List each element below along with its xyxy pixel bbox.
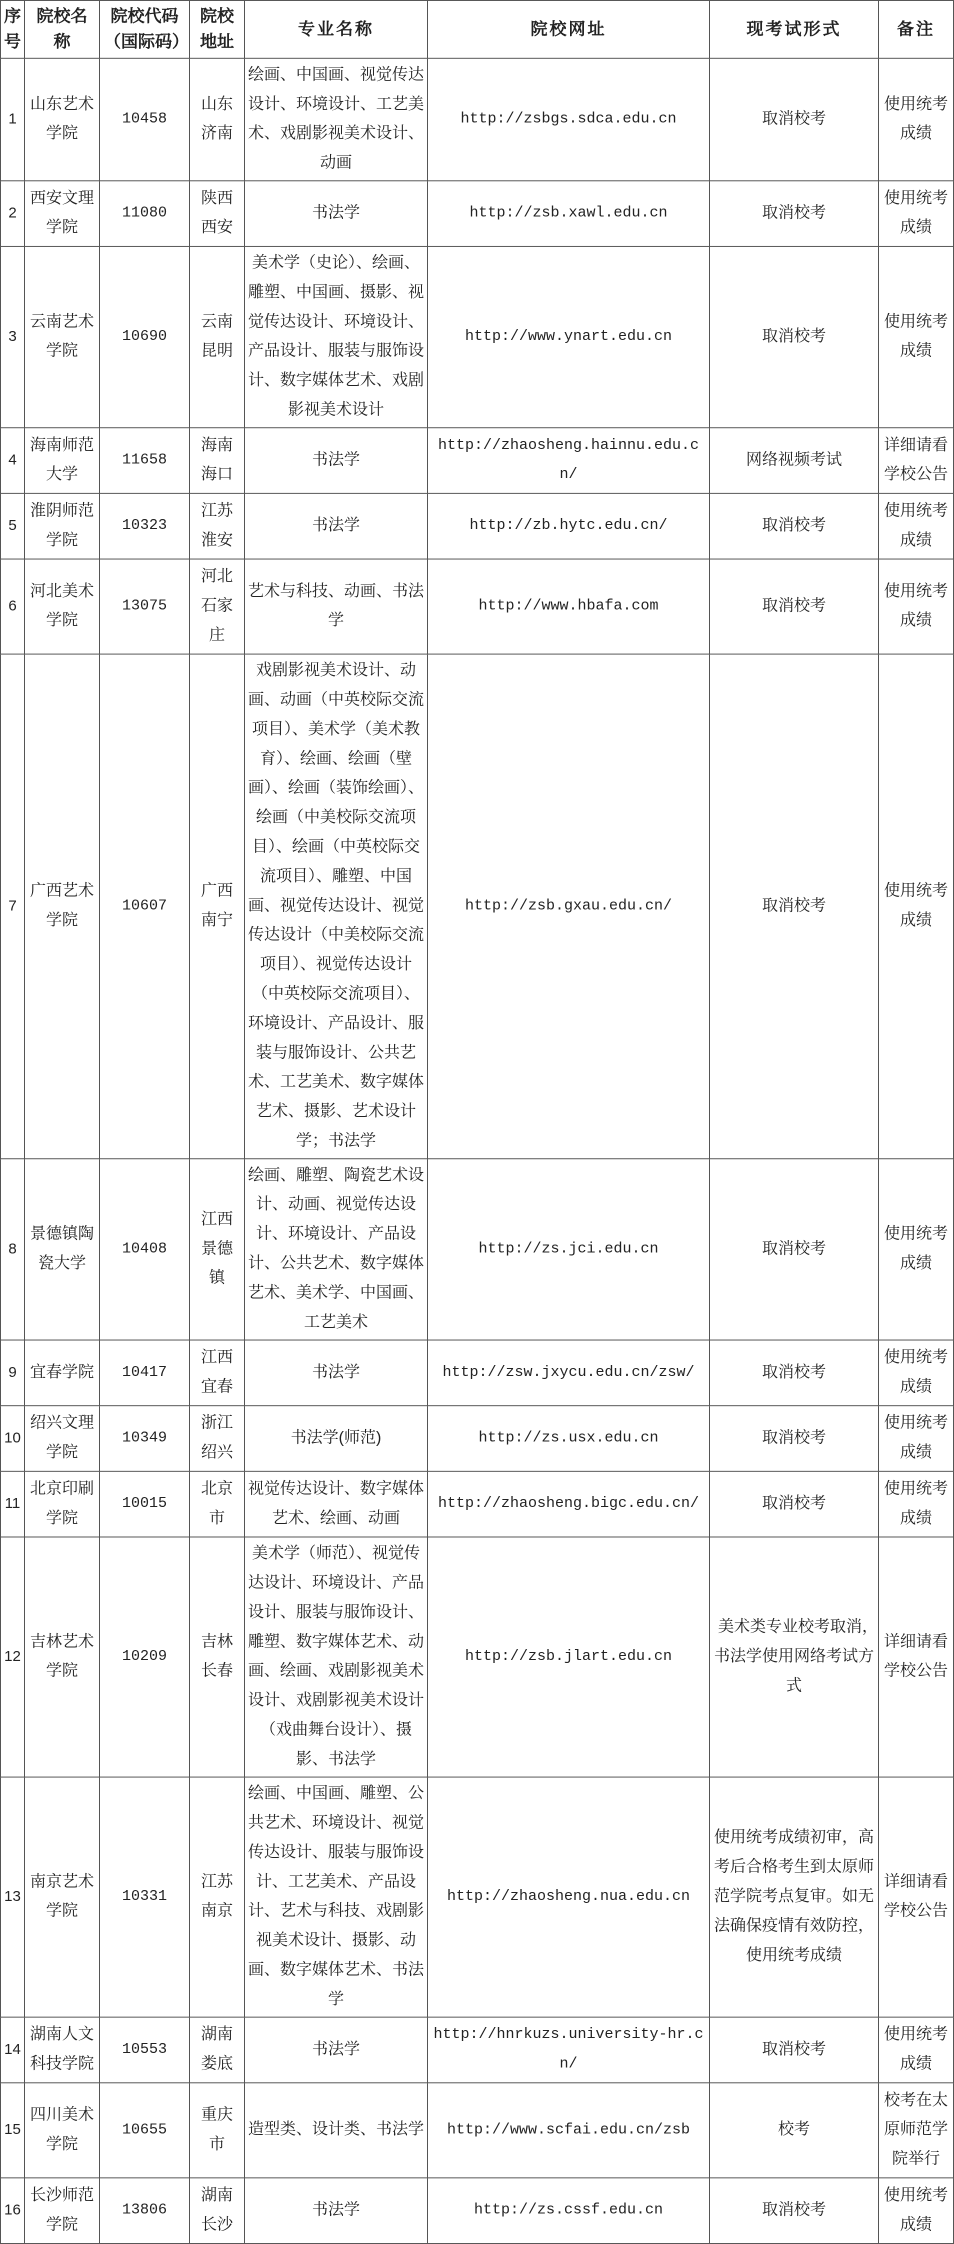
cell-school-name: 河北美术学院 (25, 559, 100, 654)
cell-location: 江西景德镇 (190, 1159, 245, 1340)
cell-location: 湖南娄底 (190, 2017, 245, 2083)
table-row (1, 1777, 954, 2017)
cell-majors: 艺术与科技、动画、书法学 (245, 559, 428, 654)
cell-school-name: 宜春学院 (25, 1340, 100, 1406)
cell-school-name: 景德镇陶瓷大学 (25, 1159, 100, 1340)
cell-code: 13806 (100, 2178, 190, 2244)
cell-location: 广西南宁 (190, 654, 245, 1159)
cell-location: 海南海口 (190, 428, 245, 494)
cell-location: 河北石家庄 (190, 559, 245, 654)
cell-website: http://hnrkuzs.university-hr.cn/ (428, 2017, 710, 2083)
cell-website: http://zsb.xawl.edu.cn (428, 181, 710, 247)
cell-exam-format: 取消校考 (710, 559, 879, 654)
cell-exam-format: 校考 (710, 2083, 879, 2178)
cell-exam-format: 取消校考 (710, 1406, 879, 1472)
cell-code: 10331 (100, 1777, 190, 2017)
header-seq: 序号 (1, 0, 25, 58)
cell-location: 湖南长沙 (190, 2178, 245, 2244)
cell-school-name: 云南艺术学院 (25, 246, 100, 427)
cell-exam-format: 取消校考 (710, 1471, 879, 1537)
cell-website: http://zhaosheng.nua.edu.cn (428, 1777, 710, 2017)
cell-website: http://zs.jci.edu.cn (428, 1159, 710, 1340)
cell-exam-format: 取消校考 (710, 654, 879, 1159)
cell-website: http://zs.cssf.edu.cn (428, 2178, 710, 2244)
header-exam-format: 现考试形式 (710, 0, 879, 58)
header-remark: 备注 (879, 0, 954, 58)
table-body (1, 58, 954, 2243)
cell-seq: 5 (1, 493, 25, 559)
cell-seq: 16 (1, 2178, 25, 2244)
header-website: 院校网址 (428, 0, 710, 58)
cell-exam-format: 取消校考 (710, 181, 879, 247)
table-row (1, 1340, 954, 1406)
cell-majors: 美术学（史论）、绘画、雕塑、中国画、摄影、视觉传达设计、环境设计、产品设计、服装与服饰设计、数字媒体艺术、戏剧影视美术设计 (245, 246, 428, 427)
cell-location: 浙江绍兴 (190, 1406, 245, 1472)
cell-majors: 绘画、中国画、视觉传达设计、环境设计、工艺美术、戏剧影视美术设计、动画 (245, 58, 428, 180)
cell-seq: 2 (1, 181, 25, 247)
cell-website: http://zsb.jlart.edu.cn (428, 1537, 710, 1777)
table-row (1, 1406, 954, 1472)
cell-website: http://zs.usx.edu.cn (428, 1406, 710, 1472)
cell-code: 10323 (100, 493, 190, 559)
cell-seq: 7 (1, 654, 25, 1159)
cell-seq: 9 (1, 1340, 25, 1406)
cell-remark: 使用统考成绩 (879, 181, 954, 247)
header-row (1, 0, 954, 58)
cell-code: 11658 (100, 428, 190, 494)
cell-remark: 校考在太原师范学院举行 (879, 2083, 954, 2178)
cell-majors: 绘画、中国画、雕塑、公共艺术、环境设计、视觉传达设计、服装与服饰设计、工艺美术、产品设计、艺术与科技、戏剧影视美术设计、摄影、动画、数字媒体艺术、书法学 (245, 1777, 428, 2017)
cell-location: 山东济南 (190, 58, 245, 180)
cell-remark: 使用统考成绩 (879, 246, 954, 427)
cell-majors: 书法学 (245, 2017, 428, 2083)
table-row (1, 2017, 954, 2083)
cell-exam-format: 美术类专业校考取消， 书法学使用网络考试方式 (710, 1537, 879, 1777)
table-row (1, 2083, 954, 2178)
cell-majors: 书法学 (245, 181, 428, 247)
table-row (1, 246, 954, 427)
cell-majors: 视觉传达设计、数字媒体艺术、绘画、动画 (245, 1471, 428, 1537)
cell-school-name: 吉林艺术学院 (25, 1537, 100, 1777)
table-row (1, 1471, 954, 1537)
cell-code: 10458 (100, 58, 190, 180)
cell-majors: 绘画、雕塑、陶瓷艺术设计、动画、视觉传达设计、环境设计、产品设计、公共艺术、数字媒体艺术、美术学、中国画、工艺美术 (245, 1159, 428, 1340)
cell-majors: 戏剧影视美术设计、动画、动画（中英校际交流项目）、美术学（美术教育）、绘画、绘画（壁画）、绘画（装饰绘画）、绘画（中美校际交流项目）、绘画（中英校际交流项目）、雕塑、中国画、视觉传达设计、视觉传达设计（中美校际交流项目）、视觉传达设计（中英校际交流项目）、环境设计、产品设计、服装与服饰设计、公共艺术、工艺美术、数字媒体艺术、摄影、艺术设计学；书法学 (245, 654, 428, 1159)
table-row (1, 654, 954, 1159)
cell-remark: 详细请看学校公告 (879, 1777, 954, 2017)
cell-website: http://zsw.jxycu.edu.cn/zsw/ (428, 1340, 710, 1406)
cell-majors: 造型类、设计类、书法学 (245, 2083, 428, 2178)
cell-website: http://zsbgs.sdca.edu.cn (428, 58, 710, 180)
cell-seq: 10 (1, 1406, 25, 1472)
cell-location: 江西宜春 (190, 1340, 245, 1406)
cell-website: http://zhaosheng.bigc.edu.cn/ (428, 1471, 710, 1537)
cell-code: 13075 (100, 559, 190, 654)
cell-remark: 使用统考成绩 (879, 1471, 954, 1537)
cell-exam-format: 取消校考 (710, 58, 879, 180)
cell-location: 北京市 (190, 1471, 245, 1537)
cell-website: http://www.scfai.edu.cn/zsb (428, 2083, 710, 2178)
cell-remark: 使用统考成绩 (879, 1159, 954, 1340)
table-row (1, 58, 954, 180)
cell-remark: 使用统考成绩 (879, 493, 954, 559)
cell-exam-format: 取消校考 (710, 493, 879, 559)
cell-code: 10690 (100, 246, 190, 427)
cell-exam-format: 取消校考 (710, 1159, 879, 1340)
cell-location: 云南昆明 (190, 246, 245, 427)
table-row (1, 493, 954, 559)
cell-remark: 使用统考成绩 (879, 654, 954, 1159)
table-header (1, 0, 954, 58)
header-majors: 专业名称 (245, 0, 428, 58)
cell-code: 11080 (100, 181, 190, 247)
cell-majors: 美术学（师范）、视觉传达设计、环境设计、产品设计、服装与服饰设计、雕塑、数字媒体艺术、动画、绘画、戏剧影视美术设计、戏剧影视美术设计（戏曲舞台设计）、摄影、书法学 (245, 1537, 428, 1777)
cell-remark: 使用统考成绩 (879, 2178, 954, 2244)
cell-location: 陕西西安 (190, 181, 245, 247)
table-row (1, 1537, 954, 1777)
cell-exam-format: 取消校考 (710, 246, 879, 427)
cell-seq: 8 (1, 1159, 25, 1340)
cell-majors: 书法学 (245, 2178, 428, 2244)
cell-seq: 13 (1, 1777, 25, 2017)
cell-school-name: 长沙师范学院 (25, 2178, 100, 2244)
cell-school-name: 湖南人文科技学院 (25, 2017, 100, 2083)
cell-school-name: 四川美术学院 (25, 2083, 100, 2178)
cell-majors: 书法学 (245, 493, 428, 559)
cell-exam-format: 取消校考 (710, 2017, 879, 2083)
cell-seq: 6 (1, 559, 25, 654)
cell-school-name: 广西艺术学院 (25, 654, 100, 1159)
cell-location: 江苏淮安 (190, 493, 245, 559)
cell-code: 10655 (100, 2083, 190, 2178)
cell-code: 10553 (100, 2017, 190, 2083)
cell-seq: 15 (1, 2083, 25, 2178)
table-row (1, 559, 954, 654)
cell-remark: 使用统考成绩 (879, 2017, 954, 2083)
cell-exam-format: 取消校考 (710, 1340, 879, 1406)
cell-remark: 使用统考成绩 (879, 559, 954, 654)
cell-code: 10607 (100, 654, 190, 1159)
cell-majors: 书法学(师范) (245, 1406, 428, 1472)
table-row (1, 2178, 954, 2244)
cell-seq: 4 (1, 428, 25, 494)
cell-school-name: 西安文理学院 (25, 181, 100, 247)
cell-school-name: 绍兴文理学院 (25, 1406, 100, 1472)
cell-website: http://zhaosheng.hainnu.edu.cn/ (428, 428, 710, 494)
cell-seq: 14 (1, 2017, 25, 2083)
table-row (1, 1159, 954, 1340)
cell-school-name: 淮阴师范学院 (25, 493, 100, 559)
cell-website: http://www.hbafa.com (428, 559, 710, 654)
cell-seq: 11 (1, 1471, 25, 1537)
cell-code: 10209 (100, 1537, 190, 1777)
cell-code: 10015 (100, 1471, 190, 1537)
cell-location: 重庆市 (190, 2083, 245, 2178)
cell-remark: 使用统考成绩 (879, 58, 954, 180)
cell-exam-format: 取消校考 (710, 2178, 879, 2244)
cell-remark: 使用统考成绩 (879, 1406, 954, 1472)
cell-school-name: 海南师范大学 (25, 428, 100, 494)
cell-exam-format: 使用统考成绩初审，高考后合格考生到太原师范学院考点复审。如无法确保疫情有效防控，使用统考成绩 (710, 1777, 879, 2017)
cell-majors: 书法学 (245, 1340, 428, 1406)
cell-location: 江苏南京 (190, 1777, 245, 2017)
table-row (1, 181, 954, 247)
cell-seq: 3 (1, 246, 25, 427)
cell-code: 10417 (100, 1340, 190, 1406)
cell-seq: 1 (1, 58, 25, 180)
cell-code: 10408 (100, 1159, 190, 1340)
cell-website: http://zb.hytc.edu.cn/ (428, 493, 710, 559)
cell-website: http://www.ynart.edu.cn (428, 246, 710, 427)
cell-seq: 12 (1, 1537, 25, 1777)
cell-school-name: 北京印刷学院 (25, 1471, 100, 1537)
cell-remark: 详细请看学校公告 (879, 428, 954, 494)
cell-website: http://zsb.gxau.edu.cn/ (428, 654, 710, 1159)
cell-school-name: 南京艺术学院 (25, 1777, 100, 2017)
cell-exam-format: 网络视频考试 (710, 428, 879, 494)
header-school-name: 院校名称 (25, 0, 100, 58)
cell-remark: 详细请看学校公告 (879, 1537, 954, 1777)
cell-remark: 使用统考成绩 (879, 1340, 954, 1406)
header-location: 院校地址 (190, 0, 245, 58)
cell-school-name: 山东艺术学院 (25, 58, 100, 180)
cell-majors: 书法学 (245, 428, 428, 494)
cell-location: 吉林长春 (190, 1537, 245, 1777)
cell-code: 10349 (100, 1406, 190, 1472)
header-code: 院校代码（国际码） (100, 0, 190, 58)
table-row (1, 428, 954, 494)
